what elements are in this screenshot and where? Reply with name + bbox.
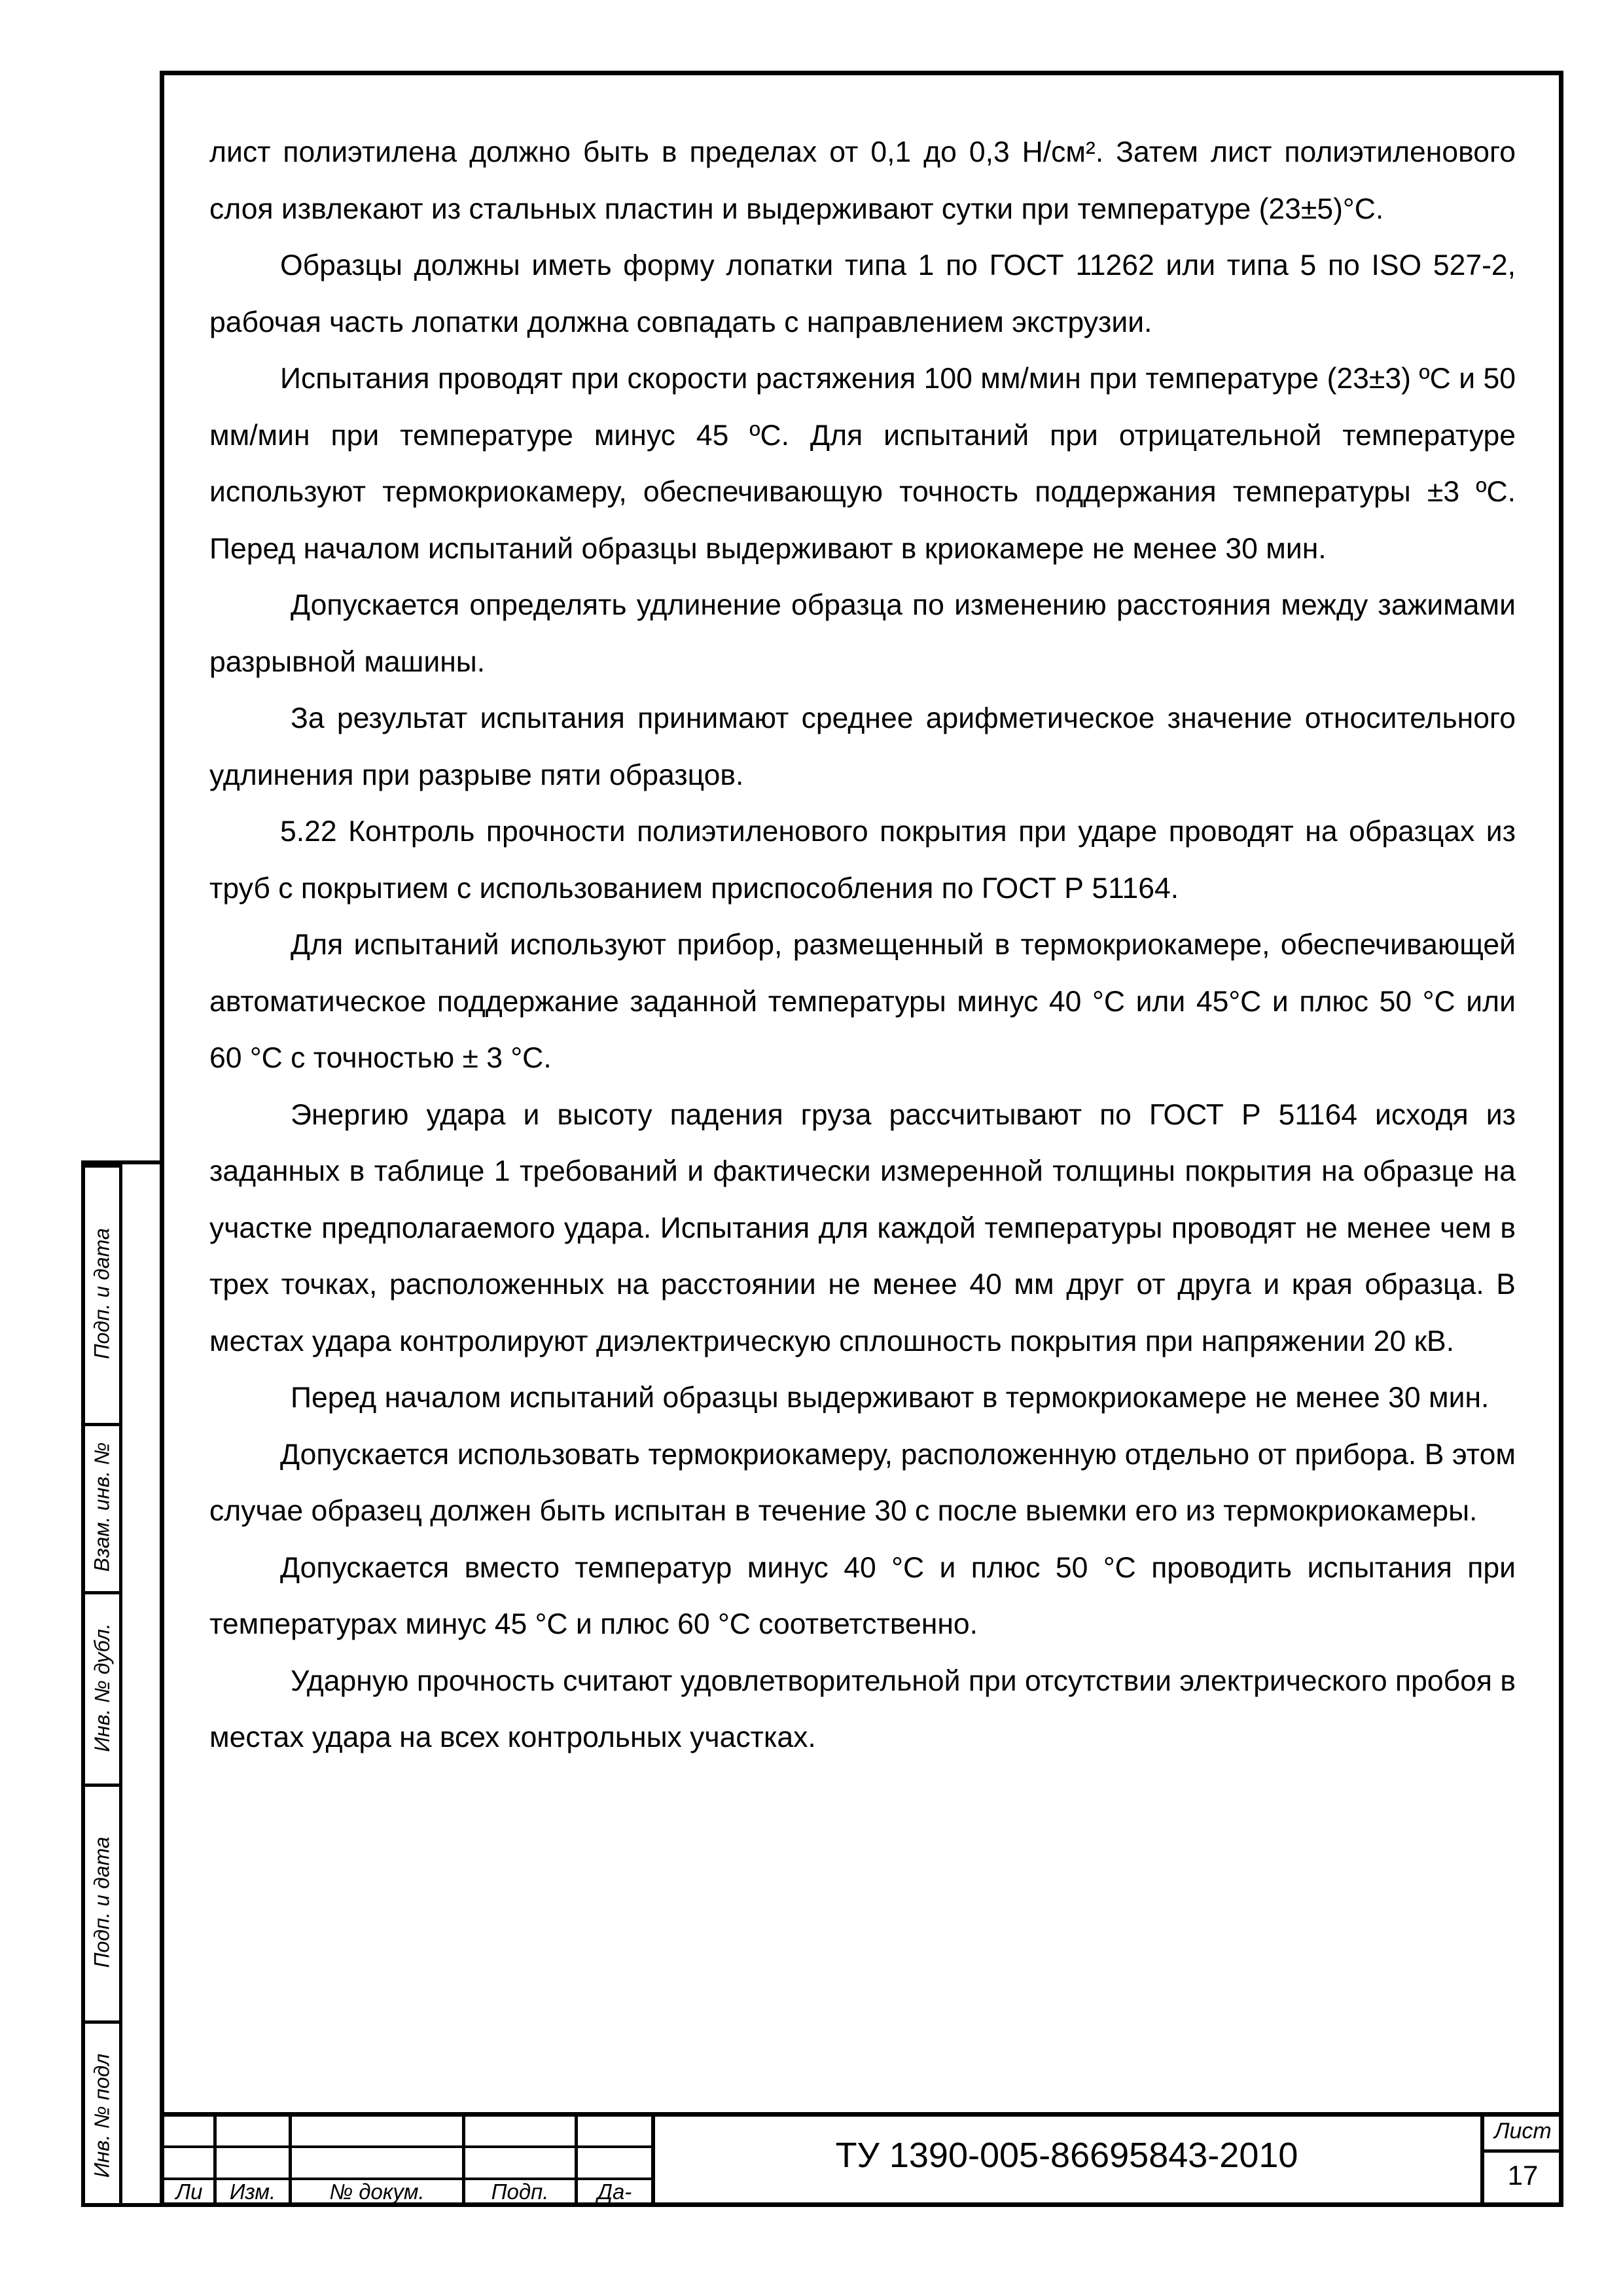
title-col-izm: Изм. <box>229 2179 276 2204</box>
paragraph-2: Образцы должны иметь форму лопатки типа 1 по ГОСТ 11262 или типа 5 по ISO 527-2, рабочая часть лопатки должна совпадать с направлением экструзии. <box>209 249 1516 338</box>
title-block-col-line-1 <box>213 2112 217 2207</box>
paragraph-3: Испытания проводят при скорости растяжения 100 мм/мин при температуре (23±3) ºС и 50 мм/мин при температуре минус 45 ºС. Для испытаний при отрицательной температуре используют термокриокамеру, обеспечивающую точность поддержания температуры ±3 ºС. Перед началом испытаний образцы выдерживают в криокамере не менее 30 мин. <box>209 363 1516 565</box>
paragraph-6: 5.22 Контроль прочности полиэтиленового покрытия при ударе проводят на образцах из труб с покрытием с использованием приспособления по ГОСТ Р 51164. <box>209 816 1516 905</box>
side-label-podp-data-2-wrap <box>85 1784 119 2020</box>
document-body <box>209 124 1516 1767</box>
sheet-label: Лист <box>1494 2119 1552 2144</box>
paragraph-10: Допускается использовать термокриокамеру, расположенную отдельно от прибора. В этом случае образец должен быть испытан в течение 30 с после выемки его из термокриокамеры. <box>209 1438 1516 1527</box>
side-label-inv-dubl-wrap <box>85 1591 119 1784</box>
side-label-podp-data-1: Подп. и дата <box>90 1228 114 1359</box>
title-block-row-line-1 <box>160 2145 654 2148</box>
title-block-col-line-2 <box>289 2112 292 2207</box>
title-col-dokum: № докум. <box>329 2179 425 2204</box>
paragraph-9: Перед началом испытаний образцы выдерживают в термокриокамере не менее 30 мин. <box>291 1382 1489 1414</box>
title-col-podp: Подп. <box>491 2179 549 2204</box>
paragraph-7: Для испытаний используют прибор, размещенный в термокриокамере, обеспечивающей автоматическое поддержание заданной температуры минус 40 °С или 45°С и плюс 50 °С или 60 °С с точностью ± 3 °С. <box>209 929 1516 1074</box>
paragraph-12: Ударную прочность считают удовлетворительной при отсутствии электрического пробоя в местах удара на всех контрольных участках. <box>209 1664 1516 1753</box>
title-col-li: Ли <box>175 2179 203 2204</box>
paragraph-8: Энергию удара и высоту падения груза рассчитывают по ГОСТ Р 51164 исходя из заданных в таблице 1 требований и фактически измеренной толщины покрытия на образце на участке предполагаемого удара. Испытания для каждой температуры проводят не менее чем в трех точках, расположенных на расстоянии не менее 40 мм друг от друга и края образца. В местах удара контролируют диэлектрическую сплошность покрытия при напряжении 20 кВ. <box>209 1098 1516 1357</box>
paragraph-11: Допускается вместо температур минус 40 °С и плюс 50 °С проводить испытания при температурах минус 45 °С и плюс 60 °С соответственно. <box>209 1551 1516 1640</box>
side-label-inv-podl: Инв. № подл <box>90 2053 114 2178</box>
side-label-inv-dubl: Инв. № дубл. <box>90 1623 114 1752</box>
side-label-inv-podl-wrap <box>85 2020 119 2211</box>
document-number: ТУ 1390-005-86695843-2010 <box>835 2136 1298 2175</box>
sheet-number: 17 <box>1507 2160 1539 2191</box>
title-block-col-line-4 <box>575 2112 578 2207</box>
side-label-podp-data-1-wrap <box>85 1164 119 1423</box>
side-label-podp-data-2: Подп. и дата <box>90 1836 114 1968</box>
side-label-vzam-inv-wrap <box>85 1423 119 1591</box>
title-block-top-line <box>160 2112 1563 2117</box>
side-stamp-divider <box>119 1164 122 2203</box>
paragraph-5: За результат испытания принимают среднее арифметическое значение относительного удлинения при разрыве пяти образцов. <box>209 702 1516 791</box>
side-stamp <box>81 1160 160 2207</box>
title-block-col-line-3 <box>462 2112 465 2207</box>
title-block-sheet-divider <box>1480 2149 1563 2153</box>
paragraph-1: лист полиэтилена должно быть в пределах от 0,1 до 0,3 Н/см². Затем лист полиэтиленового слоя извлекают из стальных пластин и выдерживают сутки при температуре (23±5)°С. <box>209 136 1516 225</box>
side-label-vzam-inv: Взам. инв. № <box>90 1442 114 1572</box>
paragraph-4: Допускается определять удлинение образца по изменению расстояния между зажимами разрывной машины. <box>209 589 1516 678</box>
title-col-data: Да- <box>597 2179 632 2204</box>
